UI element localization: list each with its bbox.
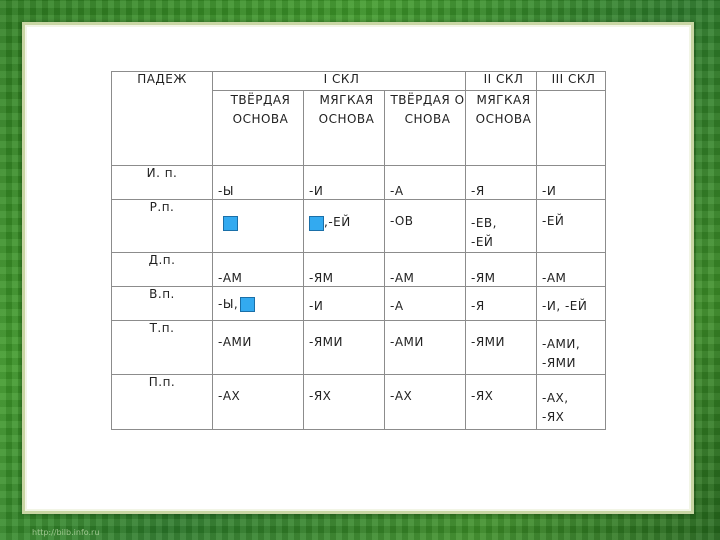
ending-cell: -ЯМ [304, 253, 385, 287]
blank-square-icon[interactable] [223, 216, 238, 231]
subheader-soft: МЯГКАЯ ОСНОВА [304, 91, 385, 166]
ending-cell: -АХ [213, 375, 304, 430]
ending-cell: -ЯМИ [304, 321, 385, 375]
ending-text: ,-ЕЙ [324, 215, 351, 229]
ending-cell [466, 200, 537, 253]
subheader-soft-2: МЯГКАЯ ОСНОВА [466, 91, 537, 166]
ending-text: -АМИ, -ЯМИ [542, 337, 581, 370]
table-row [112, 253, 606, 287]
case-label: П.п. [112, 375, 213, 430]
header-decl-3: III СКЛ [537, 72, 606, 91]
ending-cell [213, 200, 304, 253]
ending-cell: -ЕЙ [537, 200, 606, 253]
ending-text: -Ы, [218, 297, 239, 311]
ending-cell: -АХ [385, 375, 466, 430]
ending-cell: -И [304, 166, 385, 200]
ending-cell: -АМИ [213, 321, 304, 375]
case-label: В.п. [112, 287, 213, 321]
ending-cell: -ЯМИ [466, 321, 537, 375]
ending-cell [537, 375, 606, 430]
ending-cell: -АМ [213, 253, 304, 287]
case-label: Д.п. [112, 253, 213, 287]
table-row [112, 321, 606, 375]
table-row [112, 287, 606, 321]
ending-cell: -АМ [537, 253, 606, 287]
table-row [112, 166, 606, 200]
declension-table [111, 71, 606, 430]
ending-cell [537, 321, 606, 375]
ending-cell: -Ы [213, 166, 304, 200]
ending-cell: -ОВ [385, 200, 466, 253]
ending-cell: -И [304, 287, 385, 321]
ending-cell: -А [385, 287, 466, 321]
ending-cell [304, 200, 385, 253]
ending-text: -АХ, -ЯХ [542, 391, 569, 424]
case-label: И. п. [112, 166, 213, 200]
blank-square-icon[interactable] [309, 216, 324, 231]
ending-cell: -И [537, 166, 606, 200]
header-decl-1: I СКЛ [213, 72, 466, 91]
ending-cell: -АМ [385, 253, 466, 287]
ending-cell: -Я [466, 166, 537, 200]
watermark-text: http://bilb.info.ru [32, 528, 100, 537]
subheader-hard-2: ТВЁРДАЯ ОСНОВА [385, 91, 466, 166]
subheader-hard: ТВЁРДАЯ ОСНОВА [213, 91, 304, 166]
ending-cell: -ЯХ [466, 375, 537, 430]
ending-cell: -АМИ [385, 321, 466, 375]
ending-cell: -А [385, 166, 466, 200]
ending-text: -ЕВ, -ЕЙ [471, 216, 497, 249]
ending-cell [213, 287, 304, 321]
case-label: Т.п. [112, 321, 213, 375]
blank-square-icon[interactable] [240, 297, 255, 312]
table-row [112, 200, 606, 253]
table-row [112, 375, 606, 430]
ending-cell: -И, -ЕЙ [537, 287, 606, 321]
header-decl-2: II СКЛ [466, 72, 537, 91]
ending-cell: -Я [466, 287, 537, 321]
ending-cell: -ЯХ [304, 375, 385, 430]
header-case: ПАДЕЖ [112, 72, 213, 166]
case-label: Р.п. [112, 200, 213, 253]
ending-cell: -ЯМ [466, 253, 537, 287]
subheader-empty [537, 91, 606, 166]
